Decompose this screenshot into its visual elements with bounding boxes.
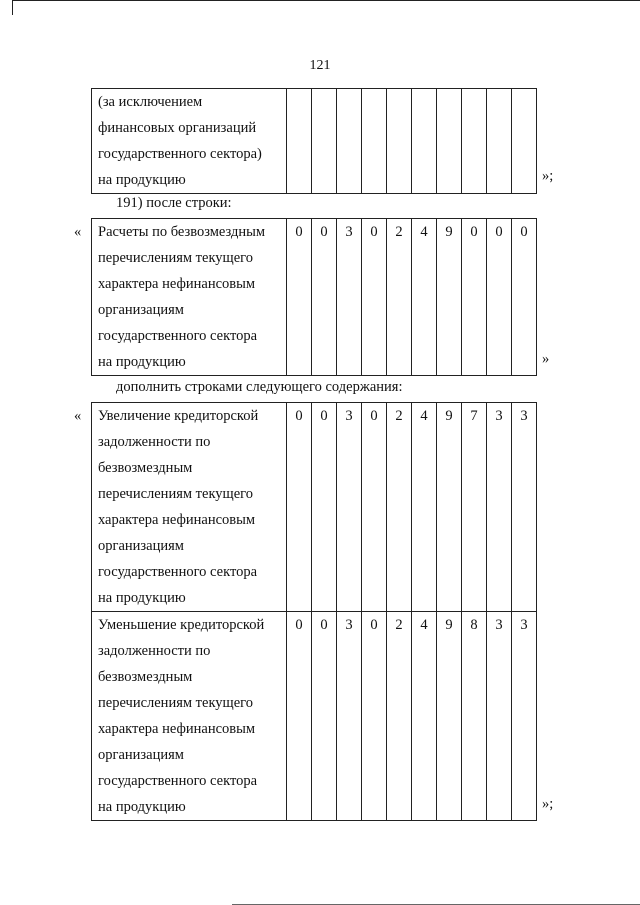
code-table-3 [91, 402, 537, 821]
name-line: государственного сектора [98, 773, 258, 789]
name-line: безвозмездным [98, 460, 193, 476]
name-line: на продукцию [98, 799, 186, 815]
name-line: Уменьшение кредиторской [98, 617, 265, 633]
code-cell: 0 [362, 219, 387, 376]
name-line: Расчеты по безвозмездным [98, 224, 266, 240]
code-cell [462, 89, 487, 194]
code-cell: 3 [487, 403, 512, 612]
name-line: на продукцию [98, 172, 186, 188]
name-line: задолженности по [98, 434, 211, 450]
name-line: на продукцию [98, 590, 186, 606]
code-cell [412, 89, 437, 194]
code-cell: 9 [437, 219, 462, 376]
item-191-text: 191) после строки: [116, 195, 232, 211]
opening-quote: « [74, 224, 82, 240]
code-cell: 3 [512, 403, 537, 612]
code-cell: 0 [312, 219, 337, 376]
code-cell: 2 [387, 403, 412, 612]
add-rows-text: дополнить строками следующего содержания: [116, 379, 403, 395]
table-row [92, 89, 537, 194]
code-cell: 0 [312, 612, 337, 821]
row-name [92, 219, 287, 376]
code-cell: 0 [487, 219, 512, 376]
name-line: организациям [98, 747, 184, 763]
code-cell: 3 [337, 403, 362, 612]
code-table-2 [91, 218, 537, 376]
name-line: государственного сектора) [98, 146, 262, 162]
code-cell: 0 [312, 403, 337, 612]
code-cell: 9 [437, 403, 462, 612]
code-cell: 3 [487, 612, 512, 821]
code-cell: 8 [462, 612, 487, 821]
code-cell: 4 [412, 403, 437, 612]
code-cell: 2 [387, 219, 412, 376]
name-line: организациям [98, 302, 184, 318]
name-line: задолженности по [98, 643, 211, 659]
code-cell [362, 89, 387, 194]
closing-quote: »; [542, 168, 554, 184]
page-scan-border [12, 0, 640, 15]
code-cell: 4 [412, 612, 437, 821]
opening-quote: « [74, 408, 82, 424]
table-row [92, 219, 537, 376]
row-name [92, 612, 287, 821]
closing-quote: » [542, 351, 550, 367]
name-line: характера нефинансовым [98, 721, 256, 737]
code-cell: 0 [362, 403, 387, 612]
name-line: характера нефинансовым [98, 276, 256, 292]
code-cell: 3 [337, 219, 362, 376]
name-line: Увеличение кредиторской [98, 408, 259, 424]
name-line: безвозмездным [98, 669, 193, 685]
row-name [92, 89, 287, 194]
code-cell: 2 [387, 612, 412, 821]
code-cell: 3 [512, 612, 537, 821]
table-row [92, 403, 537, 612]
name-line: характера нефинансовым [98, 512, 256, 528]
name-line: на продукцию [98, 354, 186, 370]
name-line: государственного сектора [98, 328, 258, 344]
code-table-1 [91, 88, 537, 194]
code-cell: 0 [287, 403, 312, 612]
name-line: перечислениям текущего [98, 250, 253, 266]
name-line: финансовых организаций [98, 120, 257, 136]
table-row [92, 612, 537, 821]
code-cell [487, 89, 512, 194]
row-name [92, 403, 287, 612]
closing-quote: »; [542, 796, 554, 812]
name-line: перечислениям текущего [98, 695, 253, 711]
code-cell [287, 89, 312, 194]
code-cell: 0 [362, 612, 387, 821]
name-line: перечислениям текущего [98, 486, 253, 502]
page-number: 121 [309, 58, 331, 73]
code-cell: 4 [412, 219, 437, 376]
code-cell [437, 89, 462, 194]
name-line: организациям [98, 538, 184, 554]
code-cell [512, 89, 537, 194]
name-line: государственного сектора [98, 564, 258, 580]
code-cell: 7 [462, 403, 487, 612]
code-cell [387, 89, 412, 194]
name-line: (за исключением [98, 94, 203, 110]
code-cell: 0 [287, 219, 312, 376]
code-cell: 0 [287, 612, 312, 821]
code-cell [312, 89, 337, 194]
code-cell: 3 [337, 612, 362, 821]
code-cell: 9 [437, 612, 462, 821]
code-cell [337, 89, 362, 194]
code-cell: 0 [512, 219, 537, 376]
code-cell: 0 [462, 219, 487, 376]
